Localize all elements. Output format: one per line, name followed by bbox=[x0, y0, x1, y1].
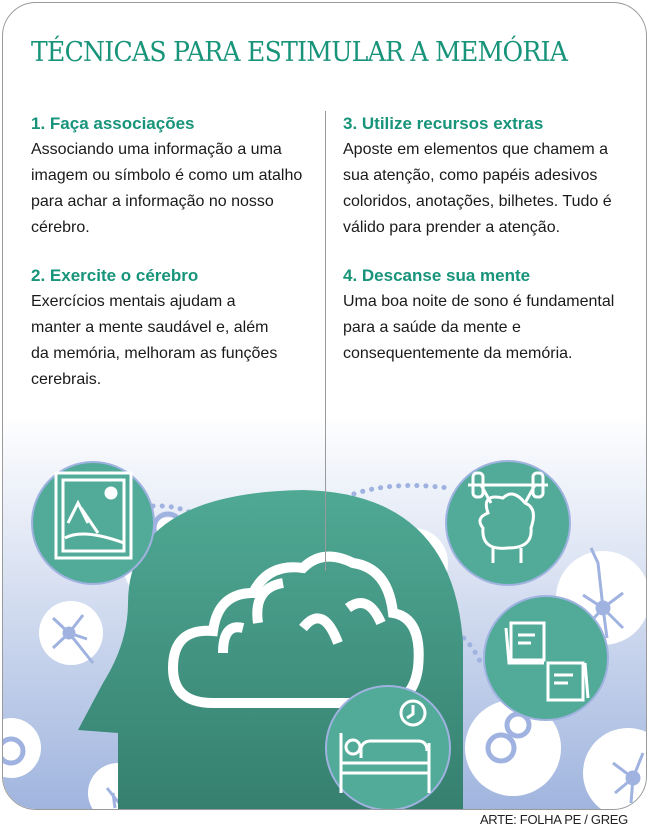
right-column bbox=[343, 111, 618, 389]
infographic-card bbox=[2, 2, 647, 810]
tip-1-text: Associando uma informação a uma imagem ou símbolo é como um atalho para achar a informação no nosso cérebro. bbox=[31, 141, 303, 236]
tip-2-text: Exercícios mentais ajudam a manter a mente saudável e, além da memória, melhoram as funções cerebrais. bbox=[31, 293, 278, 388]
tip-4-text: Uma boa noite de sono é fundamental para a saúde da mente e consequentemente da memória. bbox=[343, 293, 615, 362]
tip-1-heading: 1. Faça associações bbox=[31, 114, 195, 133]
sticky-notes-circle bbox=[484, 596, 608, 720]
bed-circle bbox=[326, 686, 450, 810]
left-column bbox=[31, 111, 321, 415]
tip-4-heading: 4. Descanse sua mente bbox=[343, 266, 531, 285]
column-divider bbox=[325, 111, 326, 571]
dumbbell-circle bbox=[446, 461, 570, 585]
tip-3-text: Aposte em elementos que chamem a sua atenção, como papéis adesivos coloridos, anotações, bilhetes. Tudo é válido para prender a atenção. bbox=[343, 141, 612, 236]
art-credit: ARTE: FOLHA PE / GREG bbox=[479, 812, 628, 827]
tip-2-heading: 2. Exercite o cérebro bbox=[31, 266, 199, 285]
page-title: TÉCNICAS PARA ESTIMULAR A MEMÓRIA bbox=[31, 37, 568, 68]
picture-circle bbox=[32, 462, 154, 584]
tip-3-heading: 3. Utilize recursos extras bbox=[343, 114, 544, 133]
